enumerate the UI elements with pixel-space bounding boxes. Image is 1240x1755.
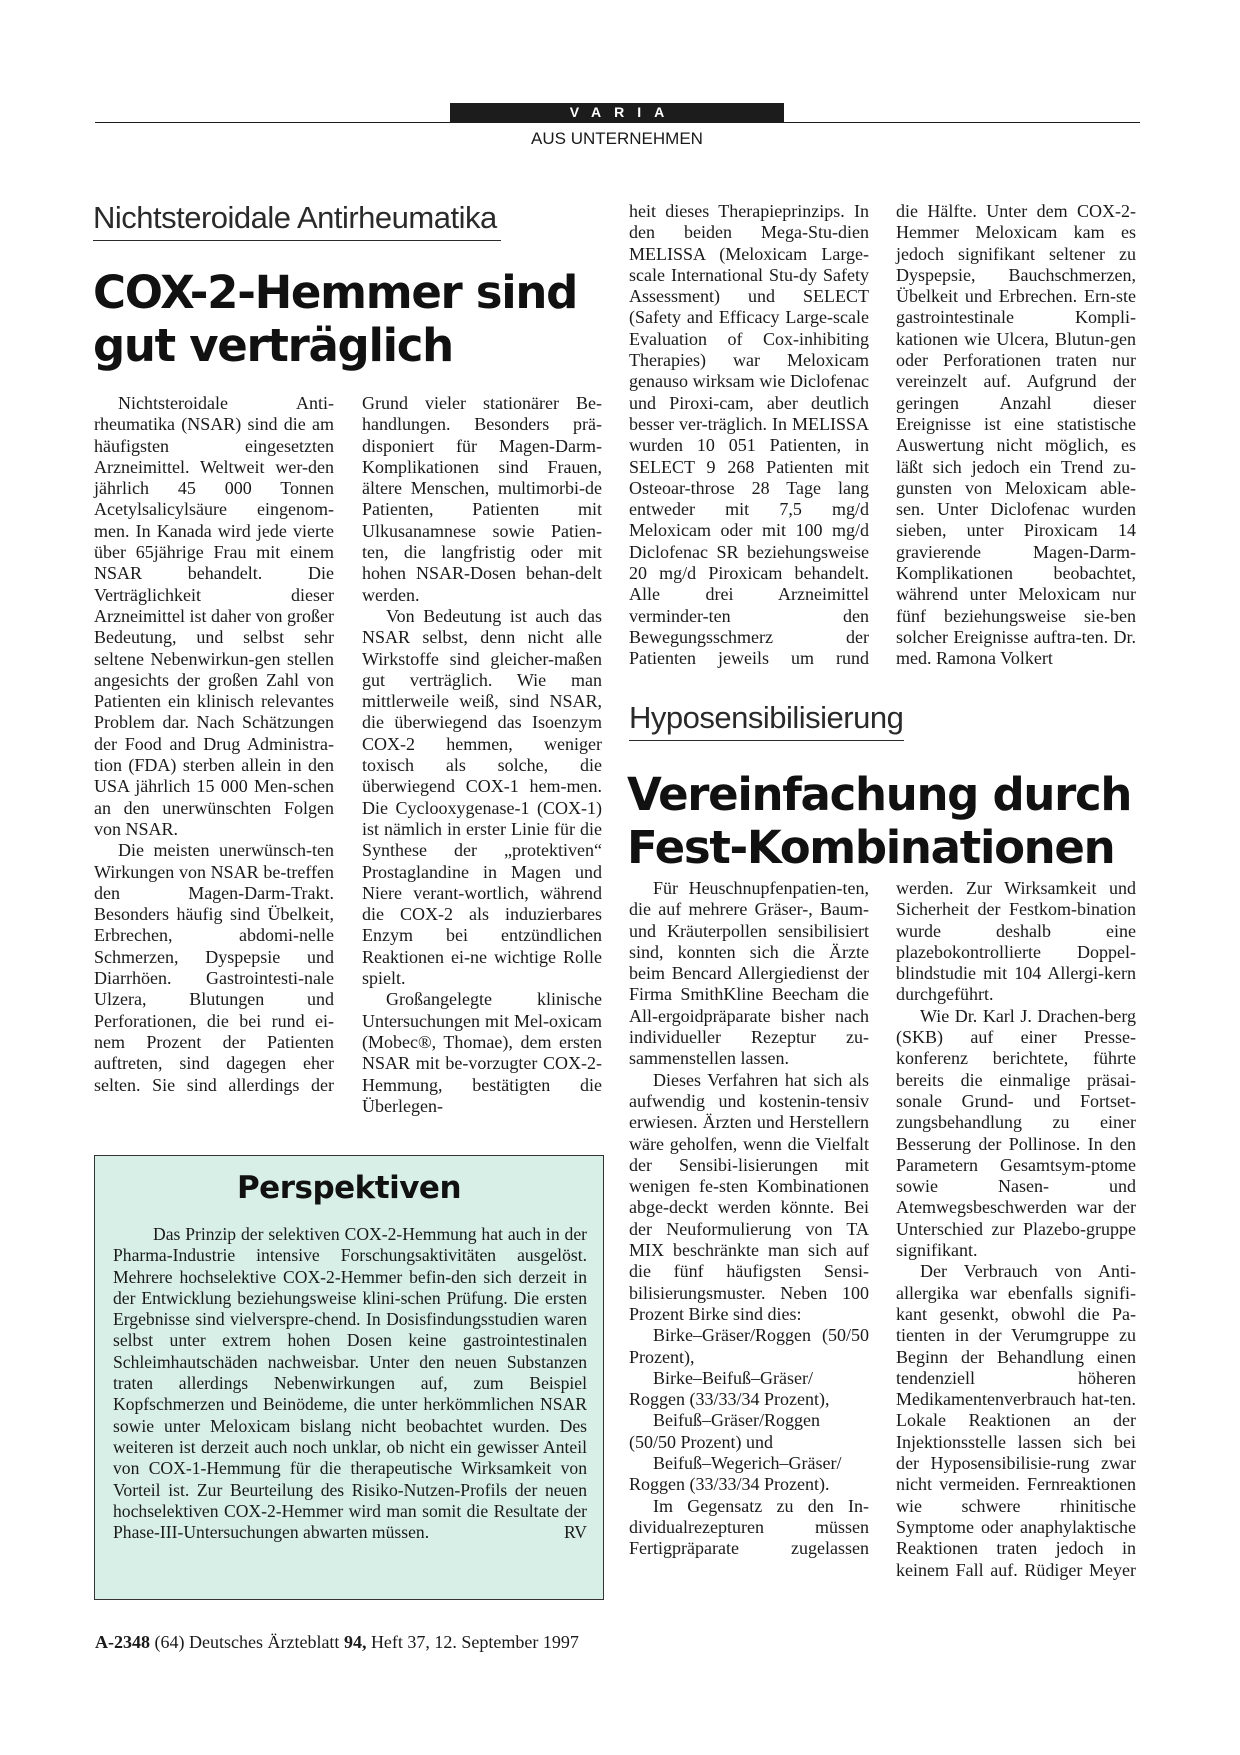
subsection-label: AUS UNTERNEHMEN: [531, 129, 703, 148]
article1-column-1: [94, 393, 334, 1096]
article1-headline: [93, 266, 577, 372]
page-number: A-2348: [95, 1632, 150, 1652]
article1-column-2: [362, 393, 602, 1117]
article1-column-4: [896, 201, 1136, 670]
paragraph: Von Bedeutung ist auch das NSAR selbst, denn nicht alle Wirkstoffe sind gleicher-maßen gut verträglich. Wie man mittlerweile weiß, sind NSAR, die überwiegend das Isoenzym COX-2 hemmen, weniger toxisch als solche, die überwiegend COX-1 hem-men. Die Cyclooxygenase-1 (COX-1) ist nämlich in erster Linie für die Synthese der „protektiven“ Prostaglandine in Magen und Niere verant-wortlich, während die COX-2 als induzierbares Enzym bei entzündlichen Reaktionen ei-ne wichtige Rolle spielt.: [362, 605, 602, 989]
article1-headline-line1: COX-2-Hemmer sind: [93, 266, 578, 319]
paragraph: die Hälfte. Unter dem COX-2-Hemmer Meloxicam kam es jedoch signifikant seltener zu Dyspepsie, Bauchschmerzen, Übelkeit und Erbrechen. Ern-ste gastrointestinale Kompli-kationen wie Ulcera, Blutun-gen oder Perforationen traten nur vereinzelt auf. Aufgrund der geringen Anzahl dieser Ereignisse ist eine statistische Auswertung nicht möglich, es läßt sich jedoch ein Trend zu-gunsten von Meloxicam able-sen. Unter Diclofenac wurden sieben, unter Piroxicam 14 gravierende Magen-Darm-Komplikationen beobachtet, während unter Meloxicam nur fünf beziehungsweise sie-ben solcher Ereignisse auftra-ten. Dr. med. Ramona Volkert: [896, 201, 1136, 669]
paragraph: Für Heuschnupfenpatien-ten, die auf mehrere Gräser-, Baum- und Kräuterpollen sensibilisiert sind, konnten sich die Ärzte beim Bencard Allergiedienst der Firma SmithKline Beecham die All-ergoidpräparate bisher nach individueller Rezeptur zu-sammenstellen lassen.: [629, 878, 869, 1069]
paragraph: Großangelegte klinische Untersuchungen mit Mel-oxicam (Mobec®, Thomae), dem ersten NSAR mit be-vorzugter COX-2-Hemmung, bestätigten die Überlegen-: [362, 989, 602, 1116]
article1-column-3: [629, 201, 869, 670]
footer-volume: 94,: [343, 1632, 367, 1652]
paragraph: werden. Zur Wirksamkeit und Sicherheit der Festkom-bination wurde deshalb eine plazebokontrollierte Doppel-blindstudie mit 104 Allergi-kern durchgeführt.: [896, 878, 1136, 1005]
box-text: [113, 1224, 587, 1543]
article1-headline-line2: gut verträglich: [93, 319, 453, 372]
paragraph: Der Verbrauch von Anti-allergika war ebenfalls signifi-kant gesenkt, obwohl die Pa-tienten in der Verumgruppe zu Beginn der Behandlung einen tendenziell höheren Medikamentenverbrauch hat-ten. Lokale Reaktionen an der Injektionsstelle lassen sich bei der Hyposensibilisie-rung zwar nicht vermeiden. Fernreaktionen wie schwere rhinitische Symptome oder anaphylaktische Reaktionen traten jedoch in keinem Fall auf. Rüdiger Meyer: [896, 1261, 1136, 1580]
section-label: VARIA: [450, 103, 784, 122]
article2-kicker: Hyposensibilisierung: [629, 700, 904, 735]
article2-headline-line1: Vereinfachung durch: [627, 768, 1132, 821]
list-item: Birke–Beifuß–Gräser/ Roggen (33/33/34 Prozent),: [629, 1367, 830, 1410]
article1-kicker: Nichtsteroidale Antirheumatika: [93, 200, 497, 235]
paragraph: Nichtsteroidale Anti-rheumatika (NSAR) sind die am häufigsten eingesetzten Arzneimittel. Weltweit wer-den jährlich 45 000 Tonnen Acetylsalicylsäure eingenom-men. In Kanada wird jede vierte über 65jährige Frau mit einem NSAR behandelt. Die Verträglichkeit dieser Arzneimittel ist daher von großer Bedeutung, und selbst sehr seltene Nebenwirkun-gen stellen angesichts der großen Zahl von Patienten ein klinisch relevantes Problem dar. Nach Schätzungen der Food and Drug Administra-tion (FDA) sterben allein in den USA jährlich 15 000 Men-schen an den unerwünschten Folgen von NSAR.: [94, 393, 334, 839]
footer-issue: Heft 37, 12. September 1997: [370, 1632, 579, 1652]
paragraph: heit dieses Therapieprinzips. In den beiden Mega-Stu-dien MELISSA (Meloxicam Large-scale International Stu-dy Safety Assessment) und SELECT (Safety and Efficacy Large-scale Evaluation of Cox-inhibiting Therapies) war Meloxicam genauso wirksam wie Diclofenac und Piroxi-cam, aber deutlich besser ver-träglich. In MELISSA wurden 10 051 Patienten, in SELECT 9 268 Patienten mit Osteoar-throse 28 Tage lang entweder mit 7,5 mg/d Meloxicam oder mit 100 mg/d Diclofenac SR beziehungsweise 20 mg/d Piroxicam behandelt. Alle drei Arzneimittel verminder-ten den Bewegungsschmerz der Patienten jeweils um rund: [629, 201, 869, 669]
header-rule: [95, 122, 1140, 123]
box-signature: RV: [563, 1522, 587, 1543]
paragraph: Grund vieler stationärer Be-handlungen. Besonders prä-disponiert für Magen-Darm-Komplikationen sind Frauen, ältere Menschen, multimorbi-de Patienten, Patienten mit Ulkusanamnese sowie Patien-ten, die langfristig oder mit hohen NSAR-Dosen behan-delt werden.: [362, 393, 602, 605]
paragraph: Im Gegensatz zu den In-dividualrezepturen müssen Fertigpräparate zugelassen: [629, 1495, 869, 1559]
article2-headline-line2: Fest-Kombinationen: [627, 821, 1115, 874]
list-item: Birke–Gräser/Roggen (50/50 Prozent),: [629, 1325, 869, 1367]
article2-kicker-rule: [629, 740, 904, 741]
article1-kicker-rule: [93, 240, 501, 241]
paragraph: Dieses Verfahren hat sich als aufwendig und kostenin-tensiv erwiesen. Ärzten und Herstellern wäre geholfen, wenn die Vielfalt der Sensibi-lisierungen mit wenigen fe-sten Kombinationen abge-deckt werden könnte. Bei der Neuformulierung von TA MIX beschränkte man sich auf die fünf häufigsten Sensi-bilisierungsmuster. Neben 100 Prozent Birke sind dies:: [629, 1069, 869, 1324]
list-item: Beifuß–Gräser/Roggen (50/50 Prozent) und: [629, 1410, 820, 1452]
article2-column-1: [629, 878, 869, 1560]
box-title: Perspektiven: [236, 1170, 462, 1206]
paragraph: Wie Dr. Karl J. Drachen-berg (SKB) auf einer Presse-konferenz berichtete, führte bereits die einmalige präsai-sonale Grund- und Fortset-zungsbehandlung zu einer Besserung der Pollinose. In den Parametern Gesamtsym-ptome sowie Nasen- und Atemwegsbeschwerden war der Unterschied zur Plazebo-gruppe signifikant.: [896, 1005, 1136, 1261]
footer-info: (64) Deutsches Ärzteblatt: [154, 1632, 340, 1652]
list-item: Beifuß–Wegerich–Gräser/ Roggen (33/33/34 Prozent).: [629, 1453, 842, 1495]
article2-headline: [627, 768, 1131, 874]
paragraph: Die meisten unerwünsch-ten Wirkungen von NSAR be-treffen den Magen-Darm-Trakt. Besonders häufig sind Übelkeit, Erbrechen, abdomi-nelle Schmerzen, Dyspepsie und Diarrhöen. Gastrointesti-nale Ulzera, Blutungen und Perforationen, die bei rund ei-nem Prozent der Patienten auftreten, sind dagegen eher selten. Sie sind allerdings der: [94, 840, 334, 1095]
perspektiven-box: [94, 1155, 604, 1600]
page-footer: [95, 1632, 579, 1653]
box-paragraph: Das Prinzip der selektiven COX-2-Hemmung hat auch in der Pharma-Industrie intensive Forschungsaktivitäten ausgelöst. Mehrere hochselektive COX-2-Hemmer befin-den sich derzeit in der Entwicklung beziehungsweise klini-schen Prüfung. Die ersten Ergebnisse sind vielverspre-chend. In Dosisfindungsstudien waren selbst unter extrem hohen Dosen keine gastrointestinalen Schleimhautschäden nachweisbar. Unter den neuen Substanzen traten allerdings Nebenwirkungen auf, zum Beispiel Kopfschmerzen und Beinödeme, die unter herkömmlichen NSAR sowie unter Meloxicam bislang nicht beobachtet wurden. Des weiteren ist derzeit auch noch unklar, ob nicht ein gewisser Anteil von COX-1-Hemmung für die therapeutische Wirksamkeit von Vorteil ist. Zur Beurteilung des Risiko-Nutzen-Profils der neuen hochselektiven COX-2-Hemmer wird man somit die Resultate der Phase-III-Untersuchungen abwarten müssen.: [113, 1224, 587, 1543]
article2-column-2: [896, 878, 1136, 1581]
